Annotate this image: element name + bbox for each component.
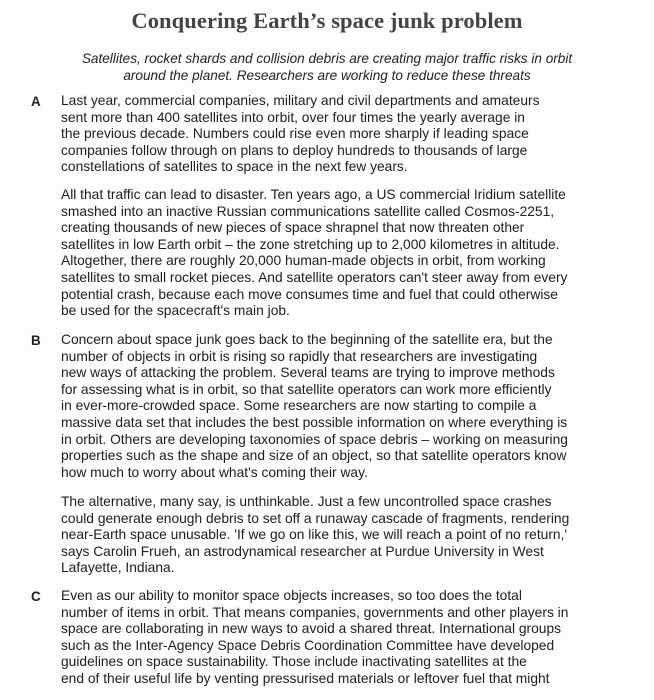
text-line: space are collaborating in new ways to avoid a shared threat. International groups: [61, 621, 562, 637]
text-line: Lafayette, Indiana.: [61, 560, 175, 576]
text-line: creating thousands of new pieces of space shrapnel that now threaten other: [61, 220, 525, 236]
text-line: Concern about space junk goes back to the beginning of the satellite era, but the: [61, 332, 553, 347]
text-line: Even as our ability to monitor space objects increases, so too does the total: [61, 588, 522, 603]
text-line: The alternative, many say, is unthinkable. Just a few uncontrolled space crashes: [61, 494, 552, 509]
text-line: end of their useful life by venting pressurised materials or leftover fuel that might: [61, 670, 550, 686]
text-line: sent more than 400 satellites into orbit, over four times the yearly average in: [61, 109, 525, 125]
text-line: Altogether, there are roughly 20,000 human-made objects in orbit, from working: [61, 253, 546, 269]
text-line: satellites to small rocket pieces. And satellite operators can't steer away from every: [61, 269, 568, 285]
text-line: near-Earth space unusable. 'If we go on like this, we will reach a point of no return,': [61, 527, 568, 543]
section-letter-c: C: [31, 589, 41, 604]
paragraph-a-1: [61, 93, 597, 176]
section-letter-b: B: [31, 333, 41, 348]
paragraph-b-1: [61, 332, 597, 481]
text-line: massive data set that includes the best possible information on where everything is: [61, 414, 568, 430]
text-line: be used for the spacecraft's main job.: [61, 303, 290, 319]
text-line: number of objects in orbit is rising so rapidly that researchers are investigating: [61, 348, 538, 364]
text-line: properties such as the shape and size of an object, so that satellite operators know: [61, 448, 567, 464]
text-line: in orbit. Others are developing taxonomies of space debris – working on measuring: [61, 431, 568, 447]
text-line: Last year, commercial companies, military and civil departments and amateurs: [61, 93, 540, 108]
text-line: constellations of satellites to space in the next few years.: [61, 159, 408, 175]
paragraph-a-2: [61, 187, 597, 320]
subtitle-line: Satellites, rocket shards and collision debris are creating major traffic risks in orbit: [81, 51, 573, 66]
text-line: potential crash, because each move consumes time and fuel that could otherwise: [61, 286, 558, 302]
text-line: number of items in orbit. That means companies, governments and other players in: [61, 604, 569, 620]
text-line: smashed into an inactive Russian communications satellite called Cosmos-2251,: [61, 203, 555, 219]
paragraph-c-1: [61, 588, 597, 688]
text-line: All that traffic can lead to disaster. Ten years ago, a US commercial Iridium satellite: [61, 187, 566, 202]
section-letter-a: A: [31, 94, 41, 109]
text-line: could generate enough debris to set off a runaway cascade of fragments, rendering: [61, 510, 570, 526]
article-subtitle: [44, 50, 610, 84]
text-line: how much to worry about what's coming their way.: [61, 464, 368, 480]
article-title: Conquering Earth’s space junk problem: [131, 8, 523, 33]
text-line: says Carolin Frueh, an astrodynamical researcher at Purdue University in West: [61, 543, 544, 559]
text-line: such as the Inter-Agency Space Debris Coordination Committee have developed: [61, 637, 555, 653]
subtitle-line: around the planet. Researchers are working to reduce these threats: [123, 68, 531, 83]
text-line: in ever-more-crowded space. Some researchers are now starting to compile a: [61, 398, 537, 414]
text-line: satellites in low Earth orbit – the zone stretching up to 2,000 kilometres in altitude.: [61, 236, 560, 252]
text-line: guidelines on space sustainability. Those include inactivating satellites at the: [61, 654, 527, 670]
text-line: for assessing what is in orbit, so that satellite operators can work more efficiently: [61, 381, 552, 397]
text-line: the previous decade. Numbers could rise even more sharply if leading space: [61, 126, 529, 142]
text-line: companies follow through on plans to deploy hundreds to thousands of large: [61, 142, 528, 158]
paragraph-b-2: [61, 494, 597, 577]
text-line: new ways of attacking the problem. Several teams are trying to improve methods: [61, 365, 555, 381]
